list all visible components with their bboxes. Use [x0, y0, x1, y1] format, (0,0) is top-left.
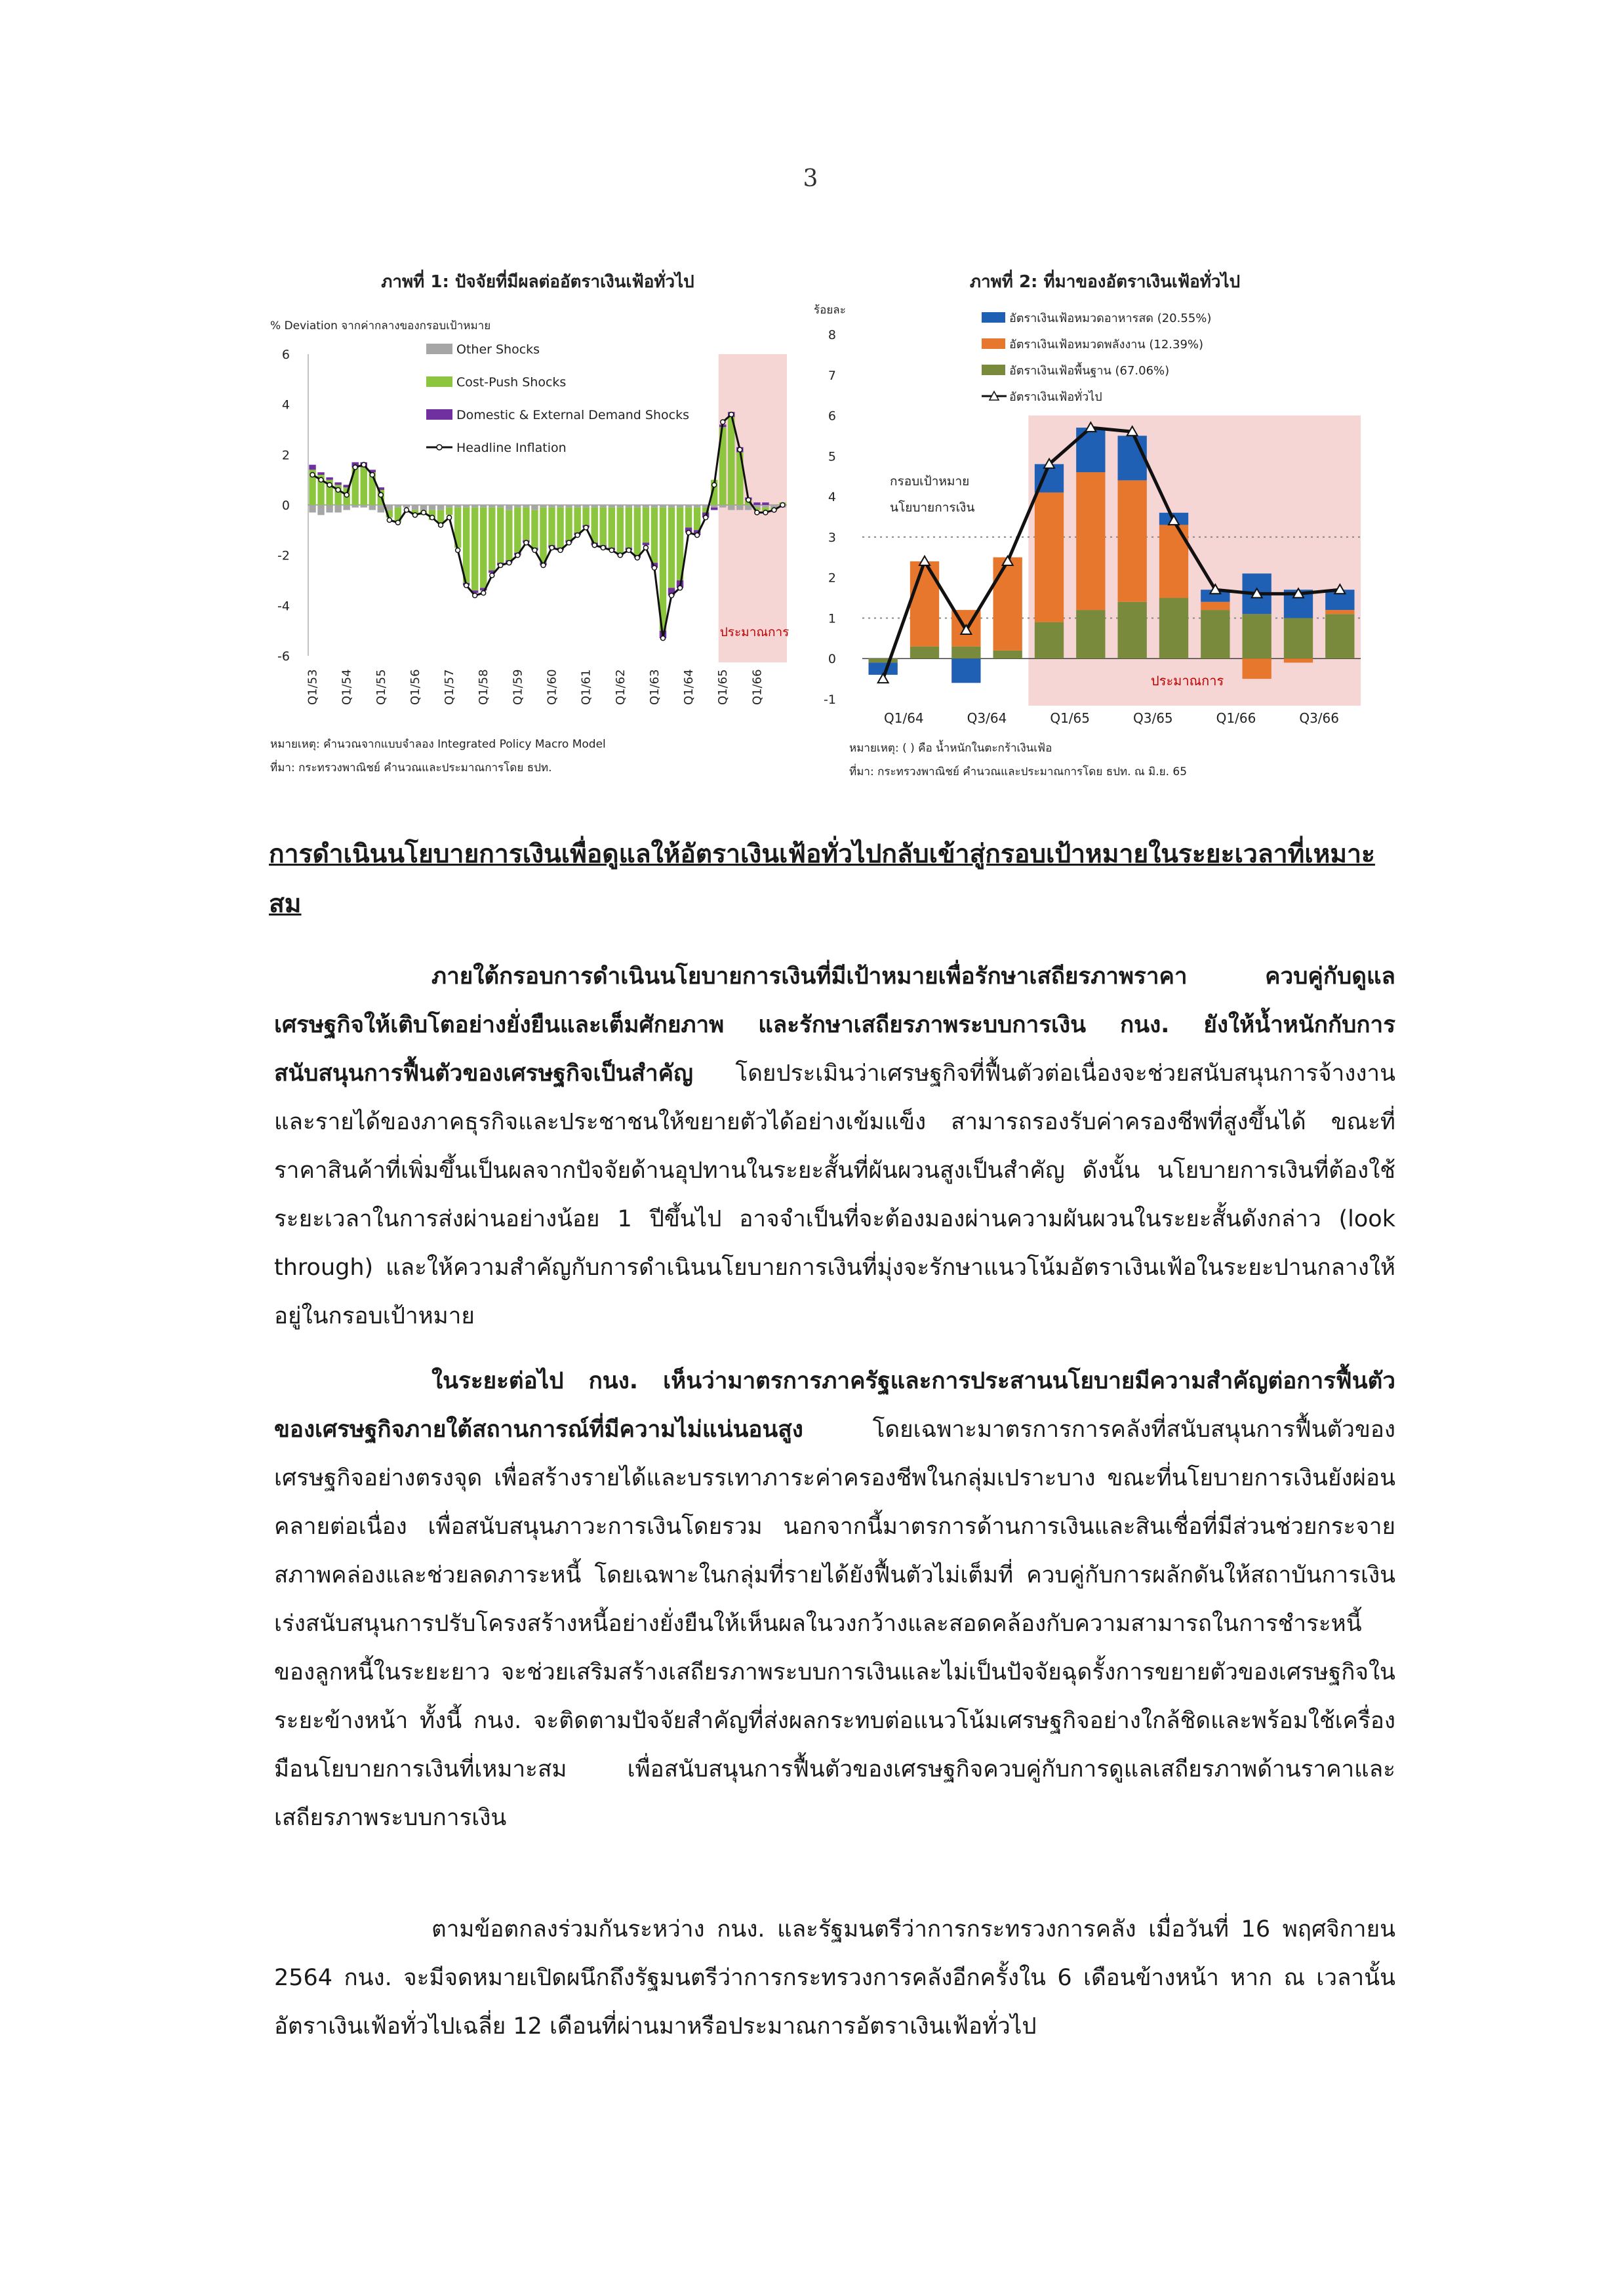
paragraph-2-lead: ในระยะต่อไป กนง. เห็นว่ามาตรการภาครัฐและการประสานนโยบายมีความสำคัญต่อการฟื้นตัวของเศรษฐกิจภายใต้สถานการณ์ที่มีความไม่แน่นอนสูง: [274, 1368, 1395, 1443]
chart2-note: หมายเหตุ: ( ) คือ น้ำหนักในตะกร้าเงินเฟ้อ: [849, 742, 1052, 755]
chart1-headline-point: [660, 636, 665, 641]
chart1-headline-point: [695, 533, 700, 538]
chart1-bar-other: [395, 505, 401, 508]
chart1-bar-domestic: [753, 502, 760, 505]
chart1-bar-other: [591, 505, 597, 508]
chart1-bar-other: [770, 505, 777, 508]
chart1-xtick-label: Q1/60: [545, 669, 559, 705]
chart1-legend-label: Domestic & External Demand Shocks: [456, 408, 689, 422]
chart1-legend-label: Other Shocks: [456, 342, 540, 357]
chart1-bar-other: [420, 505, 427, 510]
chart1-headline-point: [575, 533, 580, 538]
chart1-bar-other: [463, 505, 470, 508]
chart1-bar-other: [429, 505, 435, 510]
chart2-ytick-label: 1: [828, 611, 836, 626]
chart1-note: หมายเหตุ: คำนวณจากแบบจำลอง Integrated Policy Macro Model: [270, 738, 606, 751]
chart1-xtick-label: Q1/62: [613, 669, 628, 705]
chart1-bar-other: [728, 505, 734, 510]
chart2-legend-swatch: [982, 365, 1005, 375]
chart-inflation-sources: [810, 256, 1400, 807]
chart1-headline-point: [524, 540, 529, 545]
chart1-bar-other: [634, 505, 641, 508]
chart1-bar-other: [386, 505, 393, 510]
chart1-xtick-label: Q1/59: [511, 669, 525, 705]
chart1-bar-costpush: [446, 508, 452, 515]
chart2-bar-core: [951, 647, 980, 659]
chart1-headline-point: [763, 510, 768, 515]
chart1-bar-costpush: [437, 510, 444, 523]
chart1-headline-point: [353, 465, 357, 470]
chart2-legend-label: อัตราเงินเฟ้อทั่วไป: [1009, 390, 1102, 404]
chart1-bar-costpush: [506, 510, 512, 561]
chart1-headline-point: [404, 508, 409, 512]
chart1-headline-point: [780, 503, 785, 508]
chart1-bar-other: [660, 505, 666, 508]
chart1-bar-domestic: [317, 472, 324, 475]
chart1-headline-point: [395, 520, 400, 525]
chart1-bar-other: [582, 505, 589, 508]
chart1-bar-costpush: [685, 508, 692, 528]
chart1-bar-costpush: [651, 508, 658, 563]
chart1-bar-other: [609, 505, 615, 508]
chart1-bar-other: [506, 505, 512, 510]
chart1-headline-point: [643, 546, 648, 550]
chart1-note: ที่มา: กระทรวงพาณิชย์ คำนวณและประมาณการโดย ธปท.: [270, 761, 552, 775]
chart1-bar-other: [326, 505, 332, 513]
chart2-legend-swatch: [982, 312, 1005, 323]
chart1-bar-other: [651, 505, 658, 508]
chart1-bar-costpush: [523, 508, 529, 540]
chart1-bar-domestic: [309, 465, 315, 470]
page-number: 3: [803, 165, 818, 192]
chart1-bar-other: [753, 505, 760, 508]
chart1-bar-other: [626, 505, 632, 508]
chart1-bar-other: [694, 505, 700, 508]
chart1-headline-point: [464, 583, 469, 588]
chart1-xtick-label: Q1/63: [647, 669, 662, 705]
chart1-headline-point: [738, 447, 742, 452]
chart1-bar-other: [437, 505, 444, 510]
chart1-headline-point: [327, 483, 332, 487]
chart2-legend-swatch: [982, 338, 1005, 349]
chart2-target-label: กรอบเป้าหมาย: [890, 474, 970, 489]
chart1-ytick-label: 6: [281, 348, 290, 362]
chart1-bar-domestic: [326, 477, 332, 480]
chart1-bar-costpush: [582, 508, 589, 525]
chart2-target-label: นโยบายการเงิน: [890, 500, 975, 515]
chart1-bar-other: [480, 505, 487, 508]
chart1-bar-other: [685, 505, 692, 508]
chart1-bar-other: [711, 505, 717, 508]
chart1-bar-other: [317, 505, 324, 515]
chart1-bar-costpush: [489, 508, 495, 571]
chart1-headline-point: [687, 531, 691, 535]
chart-inflation-factors: [269, 256, 807, 807]
chart1-bar-other: [412, 505, 418, 510]
chart2-ylabel: ร้อยละ: [814, 304, 846, 317]
chart1-bar-costpush: [634, 508, 641, 555]
chart2-headline-point: [878, 674, 889, 683]
chart1-bar-other: [617, 505, 624, 508]
chart1-bar-other: [489, 505, 495, 508]
chart1-headline-point: [704, 515, 708, 520]
chart1-bar-costpush: [480, 508, 487, 588]
chart1-headline-point: [344, 493, 349, 497]
chart1-headline-point: [601, 546, 605, 550]
chart1-bar-domestic: [643, 543, 649, 546]
chart1-bar-other: [719, 505, 726, 508]
chart1-headline-point: [609, 548, 614, 553]
chart1-xtick-label: Q1/64: [682, 669, 696, 705]
chart2-bar-energy: [1201, 602, 1230, 610]
chart1-bar-costpush: [728, 417, 734, 505]
chart1-bar-other: [668, 505, 675, 508]
chart2-bar-core: [1243, 614, 1271, 658]
paragraph-1-body: โดยประเมินว่าเศรษฐกิจที่ฟื้นตัวต่อเนื่องจะช่วยสนับสนุนการจ้างงานและรายได้ของภาคธุรกิจและประชาชนให้ขยายตัวได้อย่างเข้มแข็ง สามารถรองรับค่าครองชีพที่สูงขึ้นได้ ขณะที่ราคาสินค้าที่เพิ่มขึ้นเป็นผลจากปัจจัยด้านอุปทานในระยะสั้นที่ผันผวนสูงเป็นสำคัญ ดังนั้น นโยบายการเงินที่ต้องใช้ระยะเวลาในการส่งผ่านอย่างน้อย 1 ปีขึ้นไป อาจจำเป็นที่จะต้องมองผ่านความผันผวนในระยะสั้นดังกล่าว (look through) และให้ความสำคัญกับการดำเนินนโยบายการเงินที่มุ่งจะรักษาแนวโน้มอัตราเงินเฟ้อในระยะปานกลางให้อยู่ในกรอบเป้าหมาย: [274, 1060, 1395, 1329]
chart1-headline-point: [678, 586, 683, 590]
chart1-bar-domestic: [762, 502, 769, 505]
chart1-bar-other: [736, 505, 743, 510]
chart1-bar-costpush: [361, 468, 367, 506]
chart1-headline-point: [430, 515, 435, 520]
chart1-headline-point: [670, 594, 674, 598]
chart2-bar-energy: [1284, 658, 1313, 662]
chart2-bar-core: [1035, 622, 1064, 659]
chart2-ytick-label: 6: [828, 409, 836, 424]
chart1-headline-point: [498, 563, 503, 568]
chart1-bar-other: [600, 505, 607, 508]
chart1-bar-costpush: [617, 508, 624, 553]
chart2-xtick-label: Q1/64: [884, 710, 924, 726]
chart1-headline-point: [746, 498, 751, 502]
chart1-bar-other: [497, 505, 504, 508]
chart1-headline-point: [532, 548, 537, 553]
chart2-bar-core: [910, 647, 939, 659]
chart1-headline-point: [729, 413, 734, 417]
chart1-legend-swatch: [426, 409, 452, 420]
chart2-title: ภาพที่ 2: ที่มาของอัตราเงินเฟ้อทั่วไป: [969, 272, 1241, 292]
chart1-bar-other: [523, 505, 529, 508]
chart1-ytick-label: 0: [281, 498, 290, 513]
chart2-legend-label: อัตราเงินเฟ้อหมวดอาหารสด (20.55%): [1009, 312, 1212, 325]
chart2-ytick-label: -1: [824, 693, 836, 707]
chart1-headline-point: [361, 462, 366, 467]
chart1-bar-costpush: [514, 508, 521, 553]
chart1-headline-point: [370, 473, 374, 477]
chart2-bar-energy: [1118, 480, 1147, 601]
chart1-bar-other: [557, 505, 563, 508]
chart1-bar-costpush: [565, 508, 572, 540]
chart2-bar-core: [1076, 610, 1105, 658]
chart1-headline-point: [473, 594, 477, 598]
chart2-bar-energy: [993, 557, 1022, 651]
chart1-legend-marker: [437, 445, 442, 450]
chart1-bar-costpush: [591, 508, 597, 543]
chart1-bar-other: [309, 505, 315, 513]
chart1-headline-point: [626, 548, 631, 553]
chart1-ytick-label: 2: [281, 448, 290, 463]
chart1-headline-point: [378, 493, 383, 497]
chart1-bar-domestic: [334, 483, 341, 485]
chart1-bar-costpush: [574, 508, 580, 533]
chart1-bar-other: [574, 505, 580, 508]
chart1-xtick-label: Q1/56: [408, 669, 422, 705]
chart1-headline-point: [421, 510, 426, 515]
chart1-legend-swatch: [426, 344, 452, 354]
chart1-xtick-label: Q1/54: [340, 669, 354, 705]
chart1-bar-other: [531, 505, 538, 510]
chart1-bar-other: [471, 505, 478, 508]
chart1-bar-other: [762, 505, 769, 508]
chart1-bar-costpush: [557, 508, 563, 548]
chart1-bar-domestic: [711, 508, 717, 510]
chart1-headline-point: [336, 488, 340, 493]
chart2-bar-energy: [1035, 493, 1064, 622]
chart1-bar-costpush: [668, 508, 675, 588]
chart1-headline-point: [635, 555, 639, 560]
chart1-ytick-label: -2: [277, 548, 290, 563]
chart2-bar-core: [1284, 618, 1313, 658]
chart1-bar-other: [454, 505, 461, 508]
chart1-ylabel: % Deviation จากค่ากลางของกรอบเป้าหมาย: [270, 319, 491, 332]
chart1-ytick-label: 4: [281, 397, 290, 413]
chart1-bar-costpush: [694, 508, 700, 531]
chart2-note: ที่มา: กระทรวงพาณิชย์ คำนวณและประมาณการโดย ธปท. ณ มิ.ย. 65: [849, 765, 1188, 778]
chart1-bar-other: [745, 505, 751, 510]
chart2-bar-core: [1201, 610, 1230, 658]
chart2-ytick-label: 4: [828, 490, 836, 505]
chart2-bar-energy: [1243, 658, 1271, 679]
chart1-headline-point: [387, 518, 391, 523]
chart2-bar-food: [951, 658, 980, 683]
chart2-ytick-label: 0: [828, 652, 836, 667]
chart1-headline-point: [481, 591, 486, 595]
chart1-bar-costpush: [626, 508, 632, 548]
chart1-bar-costpush: [609, 508, 615, 548]
chart1-headline-point: [447, 515, 452, 520]
chart1-xtick-label: Q1/57: [443, 669, 457, 705]
chart2-ytick-label: 8: [828, 328, 836, 342]
chart1-bar-other: [403, 505, 410, 508]
chart1-bar-other: [378, 505, 384, 513]
chart2-ytick-label: 2: [828, 571, 836, 586]
chart1-bar-costpush: [600, 508, 607, 546]
chart2-xtick-label: Q3/65: [1133, 710, 1173, 726]
chart1-headline-point: [439, 523, 443, 527]
chart1-headline-point: [652, 565, 656, 570]
chart1-headline-point: [584, 525, 588, 530]
chart1-headline-point: [541, 563, 546, 568]
chart2-ytick-label: 5: [828, 449, 836, 464]
chart1-bar-costpush: [540, 508, 546, 563]
chart1-headline-point: [319, 477, 323, 482]
chart1-bar-costpush: [548, 508, 555, 546]
chart1-headline-point: [515, 553, 520, 557]
paragraph-2: [274, 1357, 1395, 1842]
paragraph-3: ตามข้อตกลงร่วมกันระหว่าง กนง. และรัฐมนตรีว่าการกระทรวงการคลัง เมื่อวันที่ 16 พฤศจิกายน 2564 กนง. จะมีจดหมายเปิดผนึกถึงรัฐมนตรีว่าการกระทรวงการคลังอีกครั้งใน 6 เดือนข้างหน้า หาก ณ เวลานั้นอัตราเงินเฟ้อทั่วไปเฉลี่ย 12 เดือนที่ผ่านมาหรือประมาณการอัตราเงินเฟ้อทั่วไป: [274, 1916, 1395, 2040]
chart1-xtick-label: Q1/61: [579, 669, 593, 705]
chart2-ytick-label: 3: [828, 530, 836, 545]
chart1-bar-costpush: [497, 508, 504, 563]
chart1-headline-point: [490, 573, 494, 578]
chart1-xtick-label: Q1/65: [716, 669, 730, 705]
chart1-bar-costpush: [471, 508, 478, 591]
chart1-ytick-label: -6: [277, 649, 290, 664]
chart1-bar-other: [351, 505, 358, 508]
paragraph-2-body: โดยเฉพาะมาตรการการคลังที่สนับสนุนการฟื้นตัวของเศรษฐกิจอย่างตรงจุด เพื่อสร้างรายได้และบรรเทาภาระค่าครองชีพในกลุ่มเปราะบาง ขณะที่นโยบายการเงินยังผ่อนคลายต่อเนื่อง เพื่อสนับสนุนภาวะการเงินโดยรวม นอกจากนี้มาตรการด้านการเงินและสินเชื่อที่มีส่วนช่วยกระจายสภาพคล่องและช่วยลดภาระหนี้ โดยเฉพาะในกลุ่มที่รายได้ยังฟื้นตัวไม่เต็มที่ ควบคู่กับการผลักดันให้สถาบันการเงินเร่งสนับสนุนการปรับโครงสร้างหนี้อย่างยั่งยืนให้เห็นผลในวงกว้างและสอดคล้องกับความสามารถในการชำระหนี้ของลูกหนี้ในระยะยาว จะช่วยเสริมสร้างเสถียรภาพระบบการเงินและไม่เป็นปัจจัยฉุดรั้งการขยายตัวของเศรษฐกิจในระยะข้างหน้า ทั้งนี้ กนง. จะติดตามปัจจัยสำคัญที่ส่งผลกระทบต่อแนวโน้มเศรษฐกิจอย่างใกล้ชิดและพร้อมใช้เครื่องมือนโยบายการเงินที่เหมาะสม เพื่อสนับสนุนการฟื้นตัวของเศรษฐกิจควบคู่กับการดูแลเสถียรภาพด้านราคาและเสถียรภาพระบบการเงิน: [274, 1417, 1395, 1831]
chart1-bar-other: [565, 505, 572, 508]
chart2-bar-energy: [1325, 610, 1354, 614]
chart1-headline-point: [558, 548, 563, 553]
chart1-headline-point: [755, 510, 759, 515]
chart1-bar-other: [540, 505, 546, 508]
chart1-legend-label: Cost-Push Shocks: [456, 375, 567, 390]
chart1-bar-other: [343, 505, 350, 510]
chart2-bar-core: [869, 658, 898, 662]
chart2-headline-point: [919, 556, 930, 565]
chart2-forecast-label: ประมาณการ: [1151, 673, 1224, 689]
chart1-headline-point: [592, 543, 597, 548]
chart2-bar-core: [993, 651, 1022, 658]
chart2-legend-label: อัตราเงินเฟ้อพื้นฐาน (67.06%): [1009, 364, 1170, 378]
chart2-bar-energy: [1076, 472, 1105, 610]
chart2-xtick-label: Q3/66: [1299, 710, 1339, 726]
chart1-bar-other: [361, 505, 367, 508]
chart1-headline-point: [712, 483, 717, 487]
chart1-headline-point: [456, 548, 460, 553]
chart1-title: ภาพที่ 1: ปัจจัยที่มีผลต่ออัตราเงินเฟ้อทั่วไป: [381, 272, 694, 292]
chart1-headline-point: [310, 473, 315, 477]
chart1-bar-costpush: [643, 508, 649, 543]
chart1-bar-other: [677, 505, 683, 508]
chart1-headline-point: [721, 420, 725, 424]
paragraph-1: [274, 952, 1395, 1340]
chart1-headline-point: [618, 553, 622, 557]
chart2-bar-energy: [910, 561, 939, 647]
chart1-legend-label: Headline Inflation: [456, 441, 567, 455]
chart2-legend-label: อัตราเงินเฟ้อหมวดพลังงาน (12.39%): [1009, 338, 1204, 352]
chart1-headline-point: [412, 513, 417, 517]
chart1-ytick-label: -4: [277, 599, 290, 614]
chart1-xtick-label: Q1/66: [750, 669, 765, 705]
chart2-bar-core: [1159, 598, 1188, 659]
chart1-xtick-label: Q1/58: [477, 669, 491, 705]
chart1-bar-other: [548, 505, 555, 508]
chart2-ytick-label: 7: [828, 368, 836, 383]
chart1-bar-costpush: [531, 510, 538, 548]
chart2-xtick-label: Q1/65: [1050, 710, 1090, 726]
chart2-xtick-label: Q1/66: [1216, 710, 1256, 726]
chart1-bar-other: [643, 505, 649, 508]
chart1-bar-other: [334, 505, 341, 513]
section-heading: การดำเนินนโยบายการเงินเพื่อดูแลให้อัตราเงินเฟ้อทั่วไปกลับเข้าสู่กรอบเป้าหมายในระยะเวลาที่เหมาะสม: [269, 839, 1375, 919]
chart1-legend-swatch: [426, 376, 452, 387]
chart2-xtick-label: Q3/64: [967, 710, 1007, 726]
chart1-bar-other: [446, 505, 452, 508]
chart1-xtick-label: Q1/53: [306, 669, 320, 705]
chart1-xtick-label: Q1/55: [374, 669, 388, 705]
chart2-bar-core: [1118, 602, 1147, 658]
chart2-bar-core: [1325, 614, 1354, 658]
chart1-bar-other: [514, 505, 521, 508]
chart1-headline-point: [507, 561, 511, 565]
chart2-bar-food: [1118, 435, 1147, 480]
chart1-bar-other: [369, 505, 376, 510]
chart1-headline-point: [550, 546, 554, 550]
paragraph-1-lead: ภายใต้กรอบการดำเนินนโยบายการเงินที่มีเป้าหมายเพื่อรักษาเสถียรภาพราคา ควบคู่กับดูแลเศรษฐกิจให้เติบโตอย่างยั่งยืนและเต็มศักยภาพ และรักษาเสถียรภาพระบบการเงิน กนง. ยังให้น้ำหนักกับการสนับสนุนการฟื้นตัวของเศรษฐกิจเป็นสำคัญ: [274, 963, 1395, 1087]
chart2-bar-food: [1076, 428, 1105, 472]
chart1-headline-point: [772, 508, 776, 512]
chart1-forecast-label: ประมาณการ: [719, 625, 790, 639]
chart1-headline-point: [567, 540, 571, 545]
